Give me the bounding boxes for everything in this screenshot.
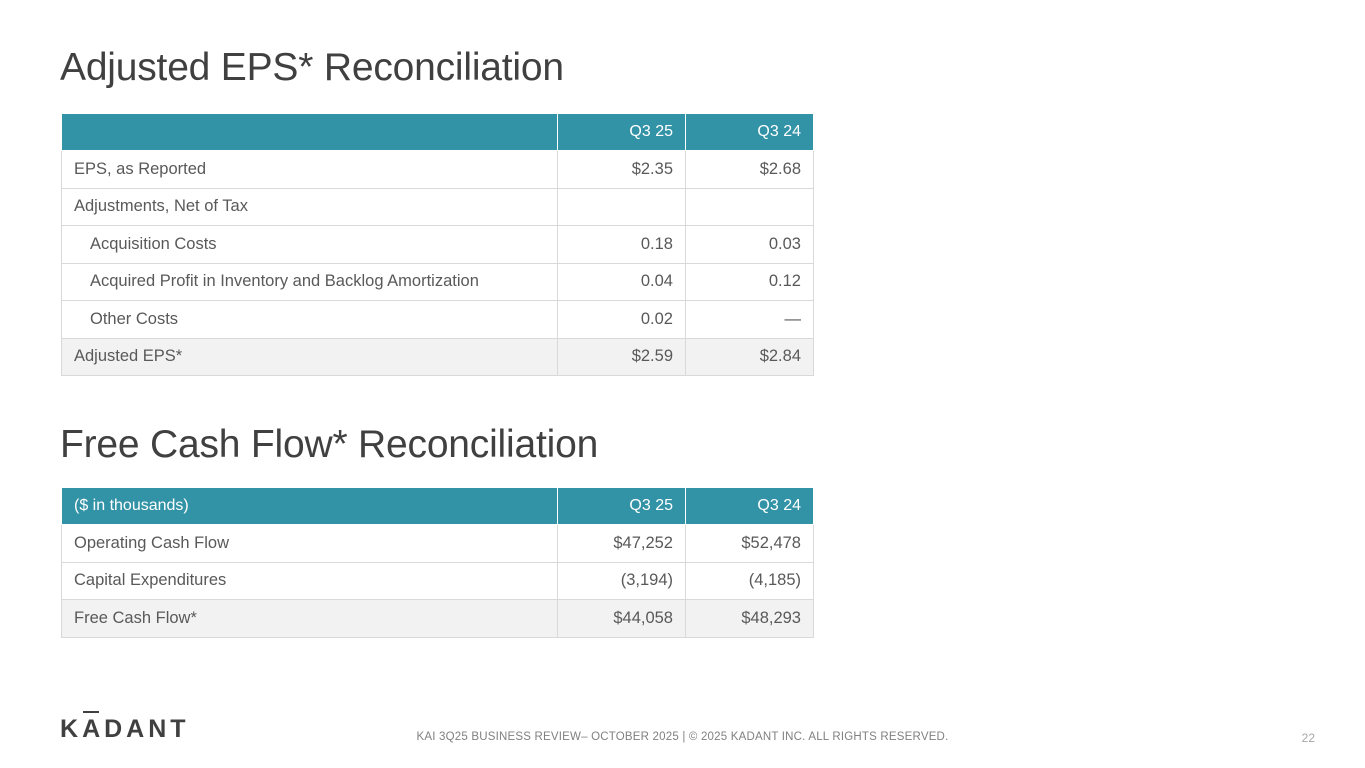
row-value-q3-25: 0.04 [558,263,686,301]
table-row [62,188,814,226]
row-value-q3-24: $2.84 [686,338,814,376]
column-header-units: ($ in thousands) [62,488,558,525]
column-header-q3-25: Q3 25 [558,488,686,525]
row-value-q3-25: 0.02 [558,301,686,339]
row-value-q3-25: $2.35 [558,151,686,189]
adjusted-eps-table [61,113,814,376]
table-header-row [62,114,814,151]
row-label: EPS, as Reported [62,151,558,189]
row-value-q3-25: $44,058 [558,600,686,638]
logo-letters-dant: DANT [104,715,190,743]
page-number: 22 [1301,731,1315,745]
free-cash-flow-table [61,487,814,638]
row-label: Other Costs [62,301,558,339]
row-label: Acquisition Costs [62,226,558,264]
column-header-q3-25: Q3 25 [558,114,686,151]
row-value-q3-24 [686,188,814,226]
row-value-q3-24: — [686,301,814,339]
table-row [62,226,814,264]
row-value-q3-24: 0.03 [686,226,814,264]
row-value-q3-25: $2.59 [558,338,686,376]
table-row [62,301,814,339]
column-header-label [62,114,558,151]
table-row [62,562,814,600]
footer-copyright: KAI 3Q25 BUSINESS REVIEW– OCTOBER 2025 | © 2025 KADANT INC. ALL RIGHTS RESERVED. [416,731,949,743]
row-value-q3-24: $52,478 [686,525,814,563]
table-row-total [62,338,814,376]
table-row [62,151,814,189]
row-value-q3-24: $2.68 [686,151,814,189]
row-value-q3-25 [558,188,686,226]
table-row [62,263,814,301]
row-value-q3-24: $48,293 [686,600,814,638]
table-row-total [62,600,814,638]
logo-letter-a-macron: A [82,715,105,743]
row-label: Operating Cash Flow [62,525,558,563]
row-value-q3-24: (4,185) [686,562,814,600]
page-title-fcf: Free Cash Flow* Reconciliation [60,423,599,466]
row-label: Adjustments, Net of Tax [62,188,558,226]
column-header-q3-24: Q3 24 [686,488,814,525]
column-header-q3-24: Q3 24 [686,114,814,151]
table-row [62,525,814,563]
page-title-eps: Adjusted EPS* Reconciliation [60,46,564,89]
row-label: Free Cash Flow* [62,600,558,638]
row-value-q3-25: $47,252 [558,525,686,563]
row-label: Adjusted EPS* [62,338,558,376]
row-value-q3-25: 0.18 [558,226,686,264]
row-value-q3-24: 0.12 [686,263,814,301]
table-header-row [62,488,814,525]
row-label: Capital Expenditures [62,562,558,600]
logo-letter-k: K [60,715,83,743]
row-value-q3-25: (3,194) [558,562,686,600]
row-label: Acquired Profit in Inventory and Backlog Amortization [62,263,558,301]
